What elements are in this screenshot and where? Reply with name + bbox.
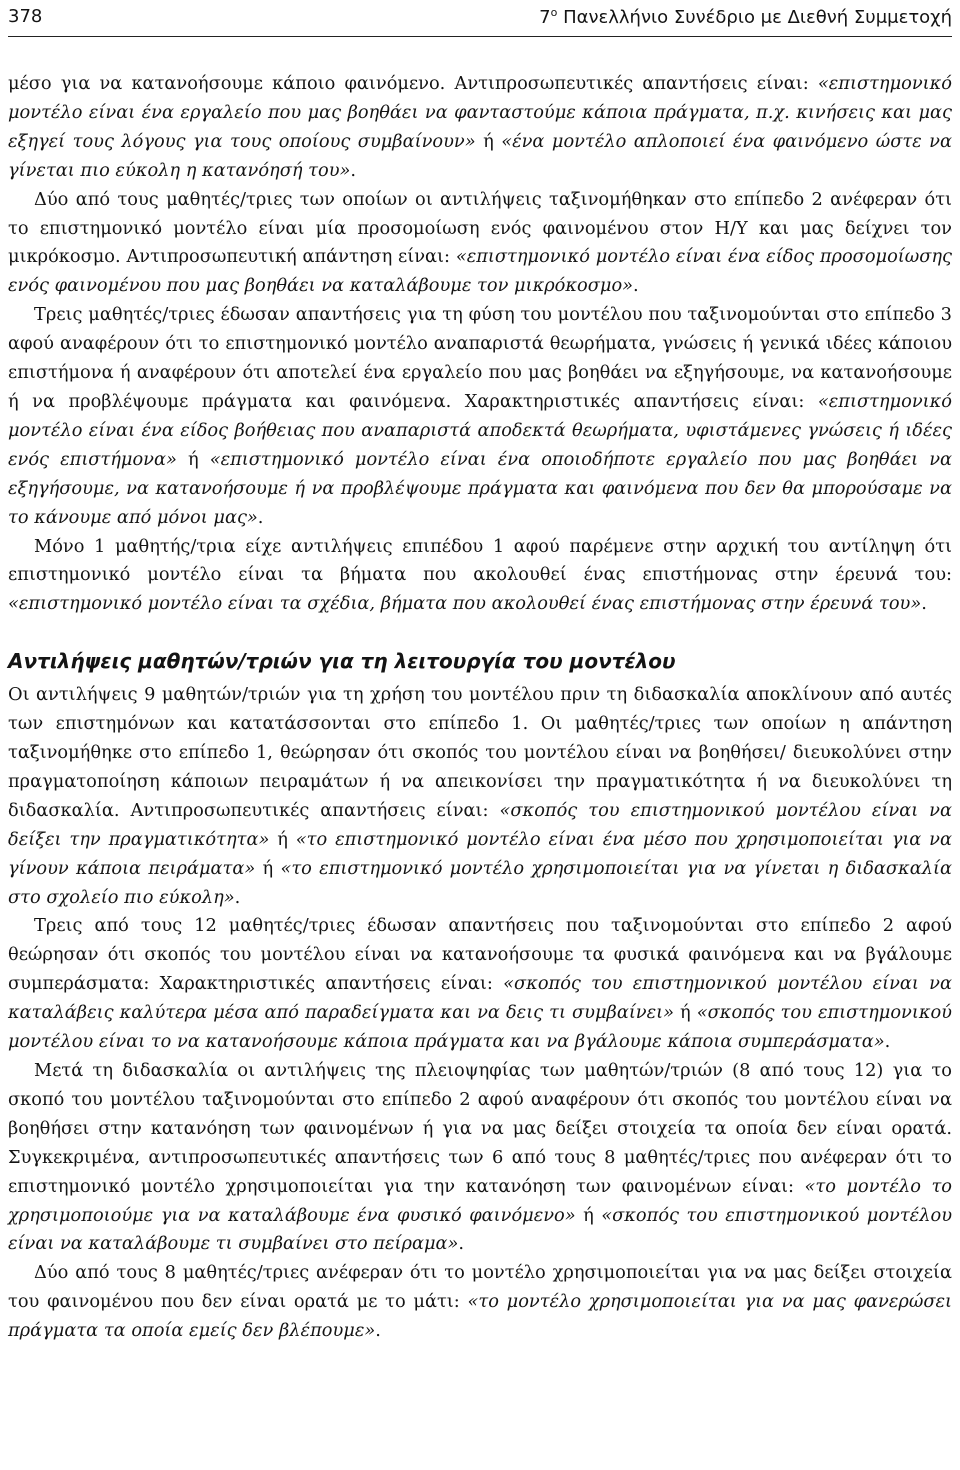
quote: «το μοντέλο το χρησιμοποιούμε για να καταλάβουμε ένα φυσικό φαινόμενο» [8,1175,952,1226]
paragraph-6: Τρεις από τους 12 μαθητές/τριες έδωσαν απαντήσεις που ταξινομούνται στο επίπεδο 2 αφού θεώρησαν ότι σκοπός του μοντέλου είναι να κατανοήσουμε τα φυσικά φαινόμενα και να βγάλουμε συμπεράσματα: Χαρακτηριστικές απαντήσεις είναι: «σκοπός του επιστημονικού μοντέλου είναι να καταλάβεις καλύτερα μέσα από παραδείγματα και να δεις τι συμβαίνει» ή «σκοπός του επιστημονικού μοντέλου είναι το να κατανοήσουμε κάποια πράγματα και να βγάλουμε κάποια συμπεράσματα». [8,915,952,1053]
paragraph-5: Οι αντιλήψεις 9 μαθητών/τριών για τη χρήση του μοντέλου πριν τη διδασκαλία αποκλίνουν από αυτές των επιστημόνων και κατατάσσονται στο επίπεδο 1. Οι μαθητές/τριες των οποίων η απάντηση ταξινομήθηκε στο επίπεδο 1, θεώρησαν ότι σκοπός του μοντέλου είναι να βοηθήσει/ διευκολύνει στην πραγματοποίηση κάποιων πειραμάτων ή να απεικονίσει την πραγματικότητα ή να διευκολύνει τη διδασκαλία. Αντιπροσωπευτικές απαντήσεις είναι: «σκοπός του επιστημονικού μοντέλου είναι να δείξει την πραγματικότητα» ή «το επιστημονικό μοντέλο είναι ένα μέσο που χρησιμοποιείται για να γίνουν κάποια πειράματα» ή «το επιστημονικό μοντέλο χρησιμοποιείται για να γίνεται η διδασκαλία στο σχολείο πιο εύκολη». [8,684,952,908]
quote: «ένα μοντέλο απλοποιεί ένα φαινόμενο ώστε να γίνεται πιο εύκολη η κατανόησή του» [8,130,952,181]
paragraph-4: Μόνο 1 μαθητής/τρια είχε αντιλήψεις επιπέδου 1 αφού παρέμενε στην αρχική του αντίληψη ότι επιστημονικό μοντέλο είναι τα βήματα που ακολουθεί ένας επιστήμονας στην έρευνά του: «επιστημονικό μοντέλο είναι τα σχέδια, βήματα που ακολουθεί ένας επιστήμονας στην έρευνά του». [8,535,952,615]
quote: «σκοπός του επιστημονικού μοντέλου είναι να καταλάβεις καλύτερα μέσα από παραδείγματα και να δεις τι συμβαίνει» [8,973,952,1024]
quote: «σκοπός του επιστημονικού μοντέλου είναι να δείξει την πραγματικότητα» [8,799,952,850]
running-header [8,2,952,37]
quote: «επιστημονικό μοντέλο είναι ένα εργαλείο που μας βοηθάει να φανταστούμε κάποια πράγματα, π.χ. κινήσεις και μας εξηγεί τους λόγους για τους οποίους συμβαίνουν» [8,73,952,152]
quote: «το επιστημονικό μοντέλο είναι ένα μέσο που χρησιμοποιείται για να γίνουν κάποια πειράματα» [8,828,952,879]
paragraph-1: μέσο για να κατανοήσουμε κάποιο φαινόμενο. Αντιπροσωπευτικές απαντήσεις είναι: «επιστημονικό μοντέλο είναι ένα εργαλείο που μας βοηθάει να φανταστούμε κάποια πράγματα, π.χ. κινήσεις και μας εξηγεί τους λόγους για τους οποίους συμβαίνουν» ή «ένα μοντέλο απλοποιεί ένα φαινόμενο ώστε να γίνεται πιο εύκολη η κατανόησή του». [8,73,952,181]
quote: «το επιστημονικό μοντέλο χρησιμοποιείται για να γίνεται η διδασκαλία στο σχολείο πιο εύκολη» [8,857,952,908]
quote: «επιστημονικό μοντέλο είναι ένα οποιοδήποτε εργαλείο που μας βοηθάει να εξηγήσουμε, να κατανοήσουμε ή να προβλέψουμε πράγματα και φαινόμενα που δεν θα μπορούσαμε να το κάνουμε από μόνοι μας» [8,448,953,528]
section-heading: Αντιλήψεις μαθητών/τριών για τη λειτουργία του μοντέλου [8,649,676,674]
quote: «επιστημονικό μοντέλο είναι τα σχέδια, βήματα που ακολουθεί ένας επιστήμονας στην έρευνά του» [8,593,922,615]
quote: «επιστημονικό μοντέλο είναι ένα είδος προσομοίωσης ενός φαινομένου που μας βοηθάει να καταλάβουμε τον μικρόκοσμο» [8,246,953,297]
quote: «σκοπός του επιστημονικού μοντέλου είναι το να κατανοήσουμε κάποια πράγματα και να βγάλουμε κάποια συμπεράσματα» [8,1002,952,1053]
quote: «το μοντέλο χρησιμοποιείται για να μας φανερώσει πράγματα τα οποία εμείς δεν βλέπουμε» [8,1291,952,1342]
body-text [8,70,952,1346]
conference-title: $7^o$ Πανελλήνιο Συνέδριο με Διεθνή Συμμετοχή [539,6,952,28]
paragraph-3: Τρεις μαθητές/τριες έδωσαν απαντήσεις για τη φύση του μοντέλου που ταξινομούνται στο επίπεδο 3 αφού αναφέρουν ότι το επιστημονικό μοντέλο αναπαριστά θεωρήματα, γνώσεις ή γενικά ιδέες κάποιου επιστήμονα ή αναφέρουν ότι αποτελεί ένα εργαλείο που μας βοηθάει να εξηγήσουμε, να κατανοήσουμε ή να προβλέψουμε πράγματα και φαινόμενα. Χαρακτηριστικές απαντήσεις είναι: «επιστημονικό μοντέλο είναι ένα είδος βοήθειας που αναπαριστά αποδεκτά θεωρήματα, υφιστάμενες γνώσεις ή ιδέες ενός επιστήμονα» ή «επιστημονικό μοντέλο είναι ένα οποιοδήποτε εργαλείο που μας βοηθάει να εξηγήσουμε, να κατανοήσουμε ή να προβλέψουμε πράγματα και φαινόμενα που δεν θα μπορούσαμε να το κάνουμε από μόνοι μας». [8,304,953,528]
paragraph-7: Μετά τη διδασκαλία οι αντιλήψεις της πλειοψηφίας των μαθητών/τριών (8 από τους 12) για το σκοπό του μοντέλου ταξινομούνται στο επίπεδο 2 αφού αναφέρουν ότι σκοπός του μοντέλου είναι να βοηθήσει στην κατανόηση των φαινομένων ή για να μας δείξει στοιχεία τα οποία δεν είναι ορατά. Συγκεκριμένα, αντιπροσωπευτικές απαντήσεις των 6 από τους 8 μαθητές/τριες που ανέφεραν ότι το επιστημονικό μοντέλο χρησιμοποιείται για την κατανόηση των φαινομένων είναι: «το μοντέλο το χρησιμοποιούμε για να καταλάβουμε ένα φυσικό φαινόμενο» ή «σκοπός του επιστημονικού μοντέλου είναι να καταλάβουμε τι συμβαίνει στο πείραμα». [8,1060,953,1255]
quote: «επιστημονικό μοντέλο είναι ένα είδος βοήθειας που αναπαριστά αποδεκτά θεωρήματα, υφιστάμενες γνώσεις ή ιδέες ενός επιστήμονα» [8,390,952,470]
paragraph-2: Δύο από τους μαθητές/τριες των οποίων οι αντιλήψεις ταξινομήθηκαν στο επίπεδο 2 ανέφεραν ότι το επιστημονικό μοντέλο είναι μία προσομοίωση ενός φαινομένου στον Η/Υ και μας δείχνει τον μικρόκοσμο. Αντιπροσωπευτική απάντηση είναι: «επιστημονικό μοντέλο είναι ένα είδος προσομοίωσης ενός φαινομένου που μας βοηθάει να καταλάβουμε τον μικρόκοσμο». [8,188,953,297]
page-number: 378 [8,6,43,27]
paragraph-8: Δύο από τους 8 μαθητές/τριες ανέφεραν ότι το μοντέλο χρησιμοποιείται για να μας δείξει στοιχεία του φαινομένου που δεν είναι ορατά με το μάτι: «το μοντέλο χρησιμοποιείται για να μας φανερώσει πράγματα τα οποία εμείς δεν βλέπουμε». [8,1262,952,1342]
quote: «σκοπός του επιστημονικού μοντέλου είναι να καταλάβουμε τι συμβαίνει στο πείραμα» [8,1204,953,1255]
